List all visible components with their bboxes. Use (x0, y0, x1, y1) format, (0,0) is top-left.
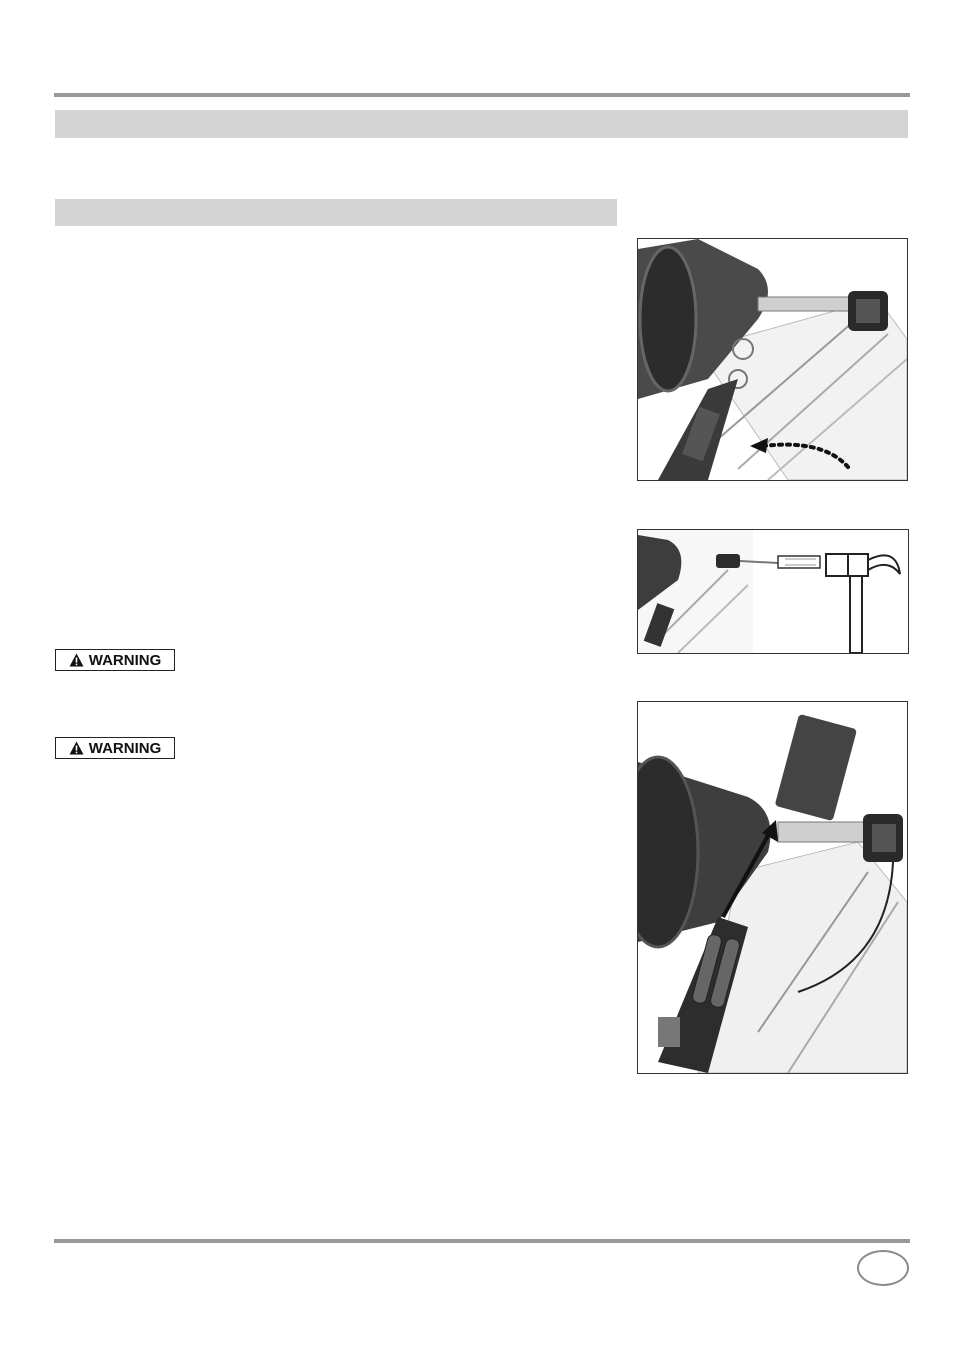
hammer-tap-figure (637, 529, 909, 654)
warning-label: WARNING (88, 739, 162, 757)
warning-badge-2 (55, 737, 175, 759)
top-rule (54, 93, 910, 97)
page-number-badge (857, 1250, 909, 1286)
warning-triangle-icon (69, 741, 84, 755)
warning-badge-1 (55, 649, 175, 671)
battery-removal-figure (637, 701, 908, 1074)
hammer-icon (826, 554, 900, 653)
warning-label: WARNING (88, 651, 162, 669)
warning-triangle-icon (69, 653, 84, 667)
battery-location-figure (637, 238, 908, 481)
subsection-heading-bar (55, 199, 617, 226)
bottom-rule (54, 1239, 910, 1243)
section-heading-bar (55, 110, 908, 138)
